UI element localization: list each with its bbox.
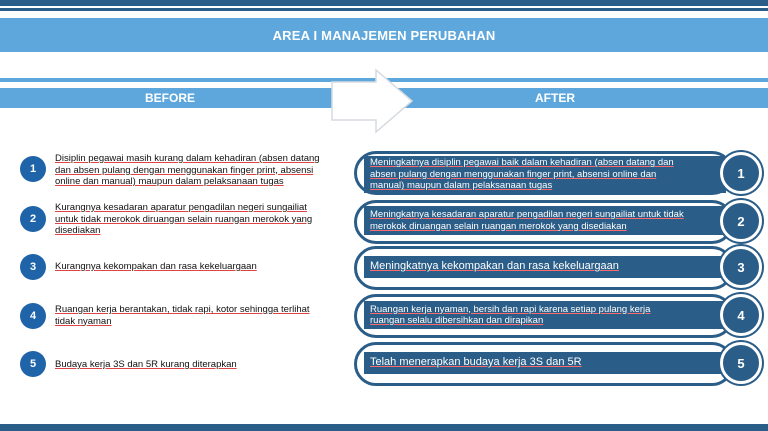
item-number-5: 5 (20, 351, 46, 377)
after-number-3: 3 (720, 246, 762, 288)
before-text-5: Budaya kerja 3S dan 5R kurang diterapkan (55, 359, 237, 370)
before-heading: BEFORE (144, 91, 195, 105)
after-number-1: 1 (720, 152, 762, 194)
after-item-2 (364, 206, 726, 235)
top-border-line-thin (0, 8, 768, 11)
right-arrow-icon (330, 68, 414, 134)
after-item-3 (364, 256, 726, 278)
before-item-2 (55, 202, 325, 237)
before-text-2: Kurangnya kesadaran aparatur pengadilan negeri sungailiat untuk tidak merokok diruangan selain ruangan merokok yang disediakan (55, 202, 313, 236)
after-number-4: 4 (720, 294, 762, 336)
before-text-3: Kurangnya kekompakan dan rasa kekeluargaan (55, 261, 257, 272)
after-item-1 (364, 156, 726, 193)
before-item-5 (55, 359, 325, 371)
after-text-1: Meningkatnya disiplin pegawai baik dalam kehadiran (absen datang dan absen pulang dengan menggunakan finger print, absensi online dan manual) maupun dalam pelaksanaan tugas (370, 157, 674, 192)
item-number-4: 4 (20, 303, 46, 329)
slide-title: AREA I MANAJEMEN PERUBAHAN (0, 18, 768, 52)
after-number-2: 2 (720, 200, 762, 242)
top-border-line (0, 0, 768, 6)
item-number-2: 2 (20, 206, 46, 232)
after-item-4 (364, 301, 726, 329)
before-text-4: Ruangan kerja berantakan, tidak rapi, kotor sehingga terlihat tidak nyaman (55, 304, 310, 327)
after-text-5: Telah menerapkan budaya kerja 3S dan 5R (370, 356, 582, 369)
after-text-3: Meningkatnya kekompakan dan rasa kekeluargaan (370, 260, 619, 273)
after-number-5: 5 (720, 342, 762, 384)
item-number-1: 1 (20, 156, 46, 182)
after-item-5 (364, 352, 726, 374)
item-number-3: 3 (20, 254, 46, 280)
before-item-1 (55, 153, 325, 188)
after-text-2: Meningkatnya kesadaran aparatur pengadilan negeri sungailiat untuk tidak merokok diruangan selain ruangan merokok yang disediakan (370, 209, 684, 232)
before-text-1: Disiplin pegawai masih kurang dalam kehadiran (absen datang dan absen pulang dengan menggunakan finger print, absensi online dan manual) maupun dalam pelaksanaan tugas (55, 153, 320, 187)
before-item-3 (55, 261, 325, 273)
after-heading: AFTER (535, 91, 575, 105)
bottom-border-line (0, 424, 768, 431)
before-item-4 (55, 304, 325, 327)
after-text-4: Ruangan kerja nyaman, bersih dan rapi karena setiap pulang kerja ruangan selalu dibersihkan dan dirapikan (370, 303, 651, 326)
